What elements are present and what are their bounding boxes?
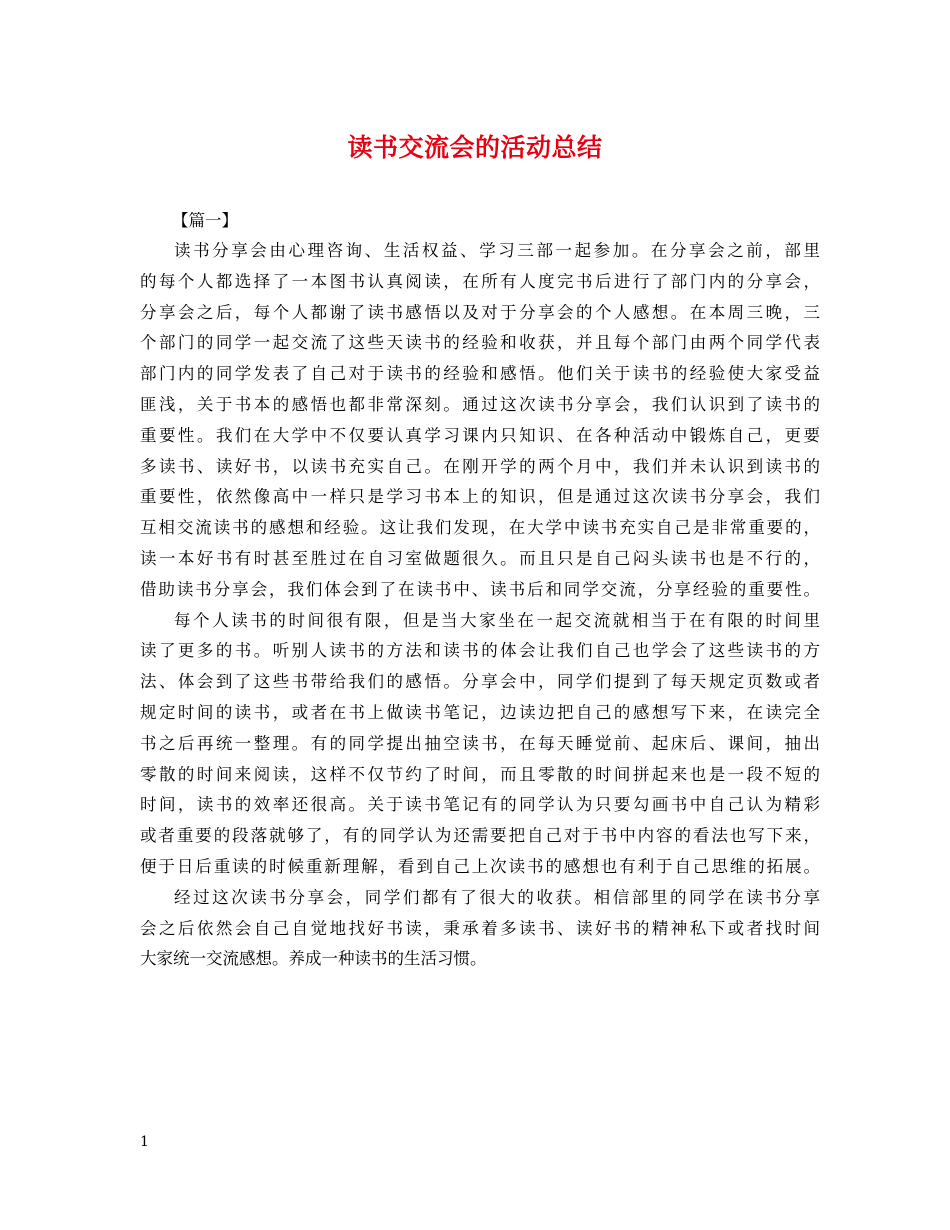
paragraph-1 [140,236,820,606]
text-line: 读了更多的书。听别人读书的方法和读书的体会让我们自己也学会了这些读书的方 [140,641,820,661]
text-line: 重要性，依然像高中一样只是学习书本上的知识，但是通过这次读书分享会，我们 [140,487,820,507]
text-line: 重要性。我们在大学中不仅要认真学习课内只知识、在各种活动中锻炼自己，更要 [140,425,820,445]
text-line: 规定时间的读书，或者在书上做读书笔记，边读边把自己的感想写下来，在读完全 [140,702,820,722]
text-line: 时间，读书的效率还很高。关于读书笔记有的同学认为只要勾画书中自己认为精彩 [140,795,820,815]
document-title: 读书交流会的活动总结 [347,133,603,162]
text-line: 每个人读书的时间很有限，但是当大家坐在一起交流就相当于在有限的时间里 [174,610,820,630]
text-line: 会之后依然会自己自觉地找好书读，秉承着多读书、读好书的精神私下或者找时间 [140,918,820,938]
text-line: 个部门的同学一起交流了这些天读书的经验和收获，并且每个部门由两个同学代表 [140,333,820,353]
text-line: 读书分享会由心理咨询、生活权益、学习三部一起参加。在分享会之前，部里 [174,241,820,260]
section-label: 【篇一】 [172,211,238,230]
text-line: 互相交流读书的感想和经验。这让我们发现，在大学中读书充实自己是非常重要的， [140,518,820,538]
text-line: 法、体会到了这些书带给我们的感悟。分享会中，同学们提到了每天规定页数或者 [140,672,820,692]
page-number: 1 [140,1134,149,1150]
text-line: 的每个人都选择了一本图书认真阅读，在所有人度完书后进行了部门内的分享会， [140,271,820,291]
text-line: 经过这次读书分享会，同学们都有了很大的收获。相信部里的同学在读书分享 [174,887,820,907]
text-line: 读一本好书有时甚至胜过在自习室做题很久。而且只是自己闷头读书也是不行的， [140,548,820,568]
text-line: 分享会之后，每个人都谢了读书感悟以及对于分享会的个人感想。在本周三晚，三 [140,302,820,322]
text-line: 多读书、读好书，以读书充实自己。在刚开学的两个月中，我们并未认识到读书的 [140,456,820,476]
text-line: 借助读书分享会，我们体会到了在读书中、读书后和同学交流，分享经验的重要性。 [140,579,820,599]
text-line: 便于日后重读的时候重新理解，看到自己上次读书的感想也有利于自己思维的拓展。 [140,856,820,876]
text-line: 零散的时间来阅读，这样不仅节约了时间，而且零散的时间拼起来也是一段不短的 [140,764,820,784]
paragraph-3 [140,883,820,975]
text-line: 或者重要的段落就够了，有的同学认为还需要把自己对于书中内容的看法也写下来， [140,826,820,846]
paragraph-2 [140,606,820,883]
text-line: 匪浅，关于书本的感悟也都非常深刻。通过这次读书分享会，我们认识到了读书的 [140,394,820,414]
text-line: 书之后再统一整理。有的同学提出抽空读书，在每天睡觉前、起床后、课间，抽出 [140,733,820,753]
text-line: 大家统一交流感想。养成一种读书的生活习惯。 [140,949,487,969]
text-line: 部门内的同学发表了自己对于读书的经验和感悟。他们关于读书的经验使大家受益 [140,364,820,384]
document-body [140,206,820,975]
